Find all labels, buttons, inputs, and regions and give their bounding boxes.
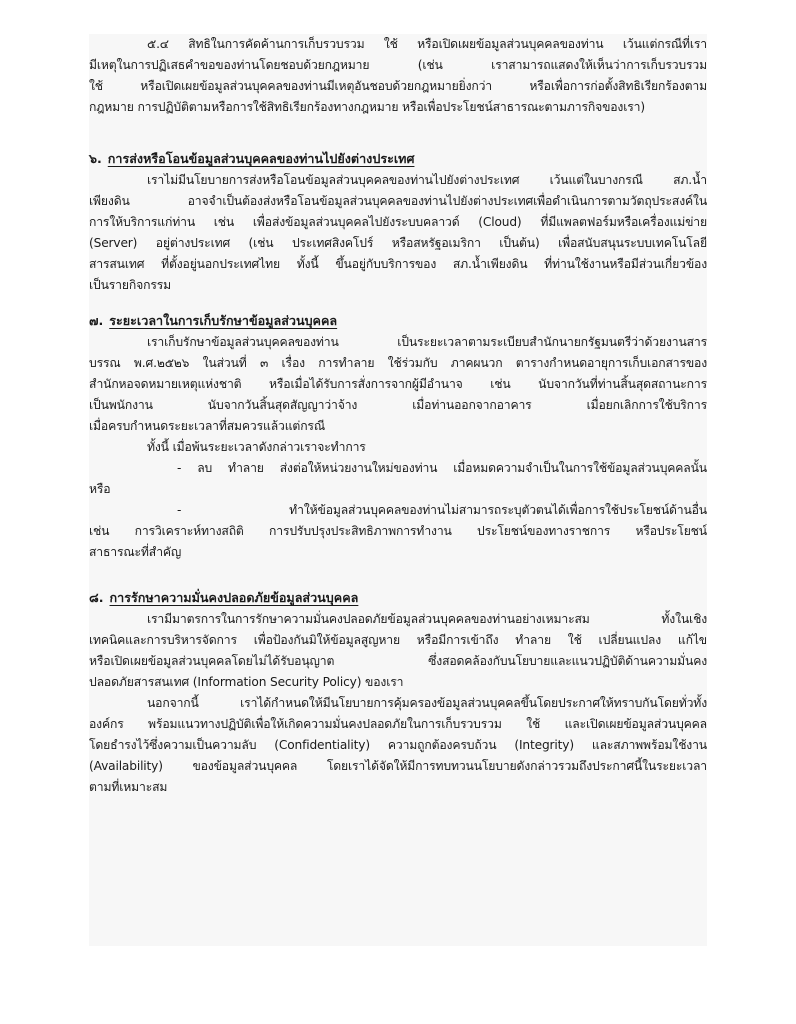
paragraph-line: เทคนิคและการบริหารจัดการ เพื่อป้องกันมิให้ข้อมูลสูญหาย หรือมีการเข้าถึง ทำลาย ใช้ เปลี่ยนแปลง แก้ไข xyxy=(89,633,707,647)
paragraph-line: นอกจากนี้ เราได้กำหนดให้มีนโยบายการคุ้มครองข้อมูลส่วนบุคคลขึ้นโดยประกาศให้ทราบกันโดยทั่วทั้ง xyxy=(147,696,707,710)
paragraph-line: ทั้งนี้ เมื่อพ้นระยะเวลาดังกล่าวเราจะทำการ xyxy=(147,440,366,454)
paragraph-line: บรรณ พ.ศ.๒๕๒๖ ในส่วนที่ ๓ เรื่อง การทำลาย ใช้ร่วมกับ ภาคผนวก ตารางกำหนดอายุการเก็บเอกสารของ xyxy=(89,356,707,370)
paragraph-line: เราเก็บรักษาข้อมูลส่วนบุคคลของท่าน เป็นระยะเวลาตามระเบียบสำนักนายกรัฐมนตรีว่าด้วยงานสาร xyxy=(147,335,707,349)
list-item-continuation: หรือ xyxy=(89,482,111,496)
section-heading xyxy=(89,587,707,609)
paragraph-line: เป็นพนักงาน นับจากวันสิ้นสุดสัญญาว่าจ้าง เมื่อท่านออกจากอาคาร เมื่อยกเลิกการใช้บริการ xyxy=(89,398,707,412)
section-6 xyxy=(89,148,707,296)
list-item: - ลบ ทำลาย ส่งต่อให้หน่วยงานใหม่ของท่าน เมื่อหมดความจำเป็นในการใช้ข้อมูลส่วนบุคคลนั้น xyxy=(177,461,707,475)
paragraph-line: เรามีมาตรการในการรักษาความมั่นคงปลอดภัยข้อมูลส่วนบุคคลของท่านอย่างเหมาะสม ทั้งในเชิง xyxy=(147,612,707,626)
section-number: ๖. xyxy=(89,151,102,166)
paragraph-line: ใช้ หรือเปิดเผยข้อมูลส่วนบุคคลของท่านมีเหตุอันชอบด้วยกฎหมายยิ่งกว่า หรือเพื่อการก่อตั้งสิทธิเรียกร้องตาม xyxy=(89,79,707,93)
paragraph-line: โดยธำรงไว้ซึ่งความเป็นความลับ (Confidentiality) ความถูกต้องครบถ้วน (Integrity) และสภาพพร้อมใช้งาน xyxy=(89,738,707,752)
list-item: - ทำให้ข้อมูลส่วนบุคคลของท่านไม่สามารถระบุตัวตนได้เพื่อการใช้ประโยชน์ด้านอื่น xyxy=(177,503,707,517)
section-title: การรักษาความมั่นคงปลอดภัยข้อมูลส่วนบุคคล xyxy=(109,590,359,605)
list-item-continuation: เช่น การวิเคราะห์ทางสถิติ การปรับปรุงประสิทธิภาพการทำงาน ประโยชน์ของทางราชการ หรือประโยชน์ xyxy=(89,524,707,538)
section-title: การส่งหรือโอนข้อมูลส่วนบุคคลของท่านไปยังต่างประเทศ xyxy=(107,151,415,166)
paragraph-line: (Availability) ของข้อมูลส่วนบุคคล โดยเราได้จัดให้มีการทบทวนนโยบายดังกล่าวรวมถึงประกาศนี้ในระยะเวลา xyxy=(89,759,707,773)
paragraph-line: เพียงดิน อาจจำเป็นต้องส่งหรือโอนข้อมูลส่วนบุคคลของท่านไปยังต่างประเทศเพื่อดำเนินการตามวัตถุประสงค์ใน xyxy=(89,194,707,208)
paragraph-line: การให้บริการแก่ท่าน เช่น เพื่อส่งข้อมูลส่วนบุคคลไปยังระบบคลาวด์ (Cloud) ที่มีแพลตฟอร์มหรือเครื่องแม่ข่าย xyxy=(89,215,707,229)
section-8 xyxy=(89,587,707,798)
section-7 xyxy=(89,310,707,563)
paragraph-line: หรือเปิดเผยข้อมูลส่วนบุคคลโดยไม่ได้รับอนุญาต ซึ่งสอดคล้องกับนโยบายและแนวปฏิบัติด้านความมั่นคง xyxy=(89,654,707,668)
section-heading xyxy=(89,148,707,170)
paragraph-line: ๕.๔ สิทธิในการคัดค้านการเก็บรวบรวม ใช้ หรือเปิดเผยข้อมูลส่วนบุคคลของท่าน เว้นแต่กรณีที่เรา xyxy=(147,37,707,51)
paragraph-line: (Server) อยู่ต่างประเทศ (เช่น ประเทศสิงคโปร์ หรือสหรัฐอเมริกา เป็นต้น) เพื่อสนับสนุนระบบเทคโนโลยี xyxy=(89,236,707,250)
section-number: ๘. xyxy=(89,590,104,605)
paragraph-line: สารสนเทศ ที่ตั้งอยู่นอกประเทศไทย ทั้งนี้ ขึ้นอยู่กับบริการของ สภ.น้ำเพียงดิน ที่ท่านใช้งานหรือมีส่วนเกี่ยวข้อง xyxy=(89,257,707,271)
paragraph-line: เราไม่มีนโยบายการส่งหรือโอนข้อมูลส่วนบุคคลของท่านไปยังต่างประเทศ เว้นแต่ในบางกรณี สภ.น้ำ xyxy=(147,173,707,187)
section-heading xyxy=(89,310,707,332)
paragraph-line: มีเหตุในการปฏิเสธคำขอของท่านโดยชอบด้วยกฎหมาย (เช่น เราสามารถแสดงให้เห็นว่าการเก็บรวบรวม xyxy=(89,58,707,72)
section-title: ระยะเวลาในการเก็บรักษาข้อมูลส่วนบุคคล xyxy=(109,313,338,328)
paragraph-line: ปลอดภัยสารสนเทศ (Information Security Policy) ของเรา xyxy=(89,675,404,689)
list-item-continuation: สาธารณะที่สำคัญ xyxy=(89,545,182,559)
paragraph-line: เป็นรายกิจกรรม xyxy=(89,278,171,292)
document-body xyxy=(89,34,707,946)
paragraph-line: เมื่อครบกำหนดระยะเวลาที่สมควรแล้วแต่กรณี xyxy=(89,419,325,433)
paragraph-line: สำนักหอจดหมายเหตุแห่งชาติ หรือเมื่อได้รับการสั่งการจากผู้มีอำนาจ เช่น นับจากวันที่ท่านสิ้นสุดสถานะการ xyxy=(89,377,707,391)
paragraph-line: ตามที่เหมาะสม xyxy=(89,780,168,794)
section-number: ๗. xyxy=(89,313,104,328)
paragraph-line: องค์กร พร้อมแนวทางปฏิบัติเพื่อให้เกิดความมั่นคงปลอดภัยในการเก็บรวบรวม ใช้ และเปิดเผยข้อมูลส่วนบุคคล xyxy=(89,717,707,731)
section-5-4 xyxy=(89,34,707,118)
paragraph-line: กฎหมาย การปฏิบัติตามหรือการใช้สิทธิเรียกร้องทางกฎหมาย หรือเพื่อประโยชน์สาธารณะตามภารกิจของเรา) xyxy=(89,100,645,114)
